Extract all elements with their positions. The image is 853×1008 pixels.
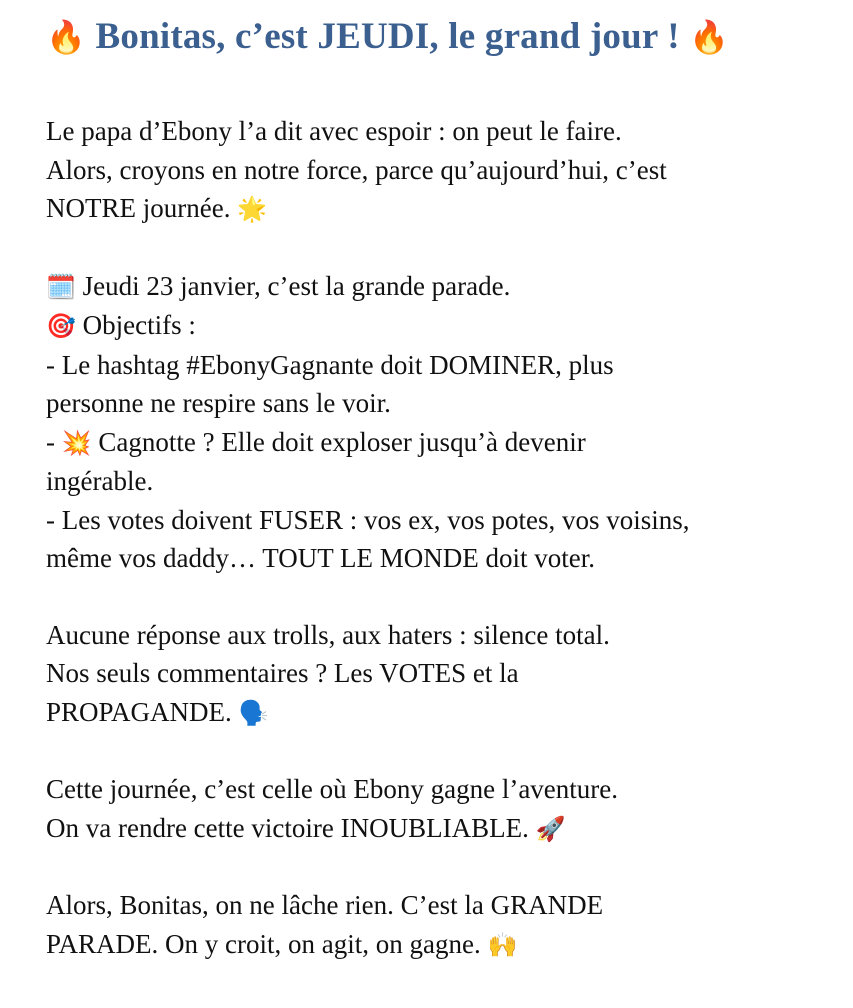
glowing-star-icon: 🌟 [237, 195, 268, 223]
objective-item-votes-cont: même vos daddy… TOUT LE MONDE doit voter. [46, 543, 595, 573]
rocket-icon: 🚀 [535, 814, 566, 843]
calendar-icon: 🗓️ [46, 272, 76, 301]
closing-line-text: PARADE. On y croit, on agit, on gagne. [46, 928, 481, 959]
collision-icon: 💥 [61, 428, 92, 457]
raising-hands-icon: 🙌 [487, 930, 518, 959]
closing-line: Alors, Bonitas, on ne lâche rien. C’est la GRANDE [46, 890, 604, 920]
plan-paragraph [46, 267, 846, 578]
post-title-text: Bonitas, c’est JEUDI, le grand jour ! [95, 16, 680, 57]
date-line [46, 267, 846, 307]
objective-item-hashtag-cont: personne ne respire sans le voir. [46, 388, 391, 418]
intro-paragraph [46, 112, 846, 229]
fire-icon: 🔥 [689, 18, 730, 56]
trolls-line: Aucune réponse aux trolls, aux haters : silence total. [46, 619, 610, 650]
objective-item-hashtag: - Le hashtag #EbonyGagnante doit DOMINER, plus [46, 349, 614, 380]
objectives-heading [46, 306, 846, 346]
post-title [46, 14, 846, 60]
objective-item-cagnotte-text: Cagnotte ? Elle doit exploser jusqu’à devenir [98, 426, 586, 457]
objective-item-cagnotte [46, 423, 846, 463]
intro-line: Le papa d’Ebony l’a dit avec espoir : on peut le faire. [46, 116, 622, 146]
target-icon: 🎯 [46, 312, 76, 340]
trolls-line-text: PROPAGANDE. [46, 696, 232, 727]
speaking-head-icon: 🗣️ [238, 698, 269, 727]
fire-icon: 🔥 [46, 18, 87, 56]
closing-paragraph [46, 886, 846, 964]
trolls-line [46, 693, 846, 733]
victory-line: Cette journée, c’est celle où Ebony gagne l’aventure. [46, 774, 619, 804]
objectives-label: Objectifs : [82, 310, 196, 340]
post-body [46, 14, 846, 964]
victory-line [46, 809, 846, 849]
objective-item-votes: - Les votes doivent FUSER : vos ex, vos potes, vos voisins, [46, 504, 690, 535]
intro-line [46, 189, 846, 229]
trolls-paragraph [46, 616, 846, 733]
list-dash: - [46, 426, 55, 457]
intro-line: Alors, croyons en notre force, parce qu’aujourd’hui, c’est [46, 154, 667, 185]
date-text: Jeudi 23 janvier, c’est la grande parade. [82, 270, 511, 301]
objective-item-cagnotte-cont: ingérable. [46, 466, 154, 496]
trolls-line: Nos seuls commentaires ? Les VOTES et la [46, 658, 519, 688]
victory-paragraph [46, 770, 846, 848]
closing-line [46, 925, 846, 965]
intro-line-text: NOTRE journée. [46, 193, 231, 223]
victory-line-text: On va rendre cette victoire INOUBLIABLE. [46, 812, 529, 843]
